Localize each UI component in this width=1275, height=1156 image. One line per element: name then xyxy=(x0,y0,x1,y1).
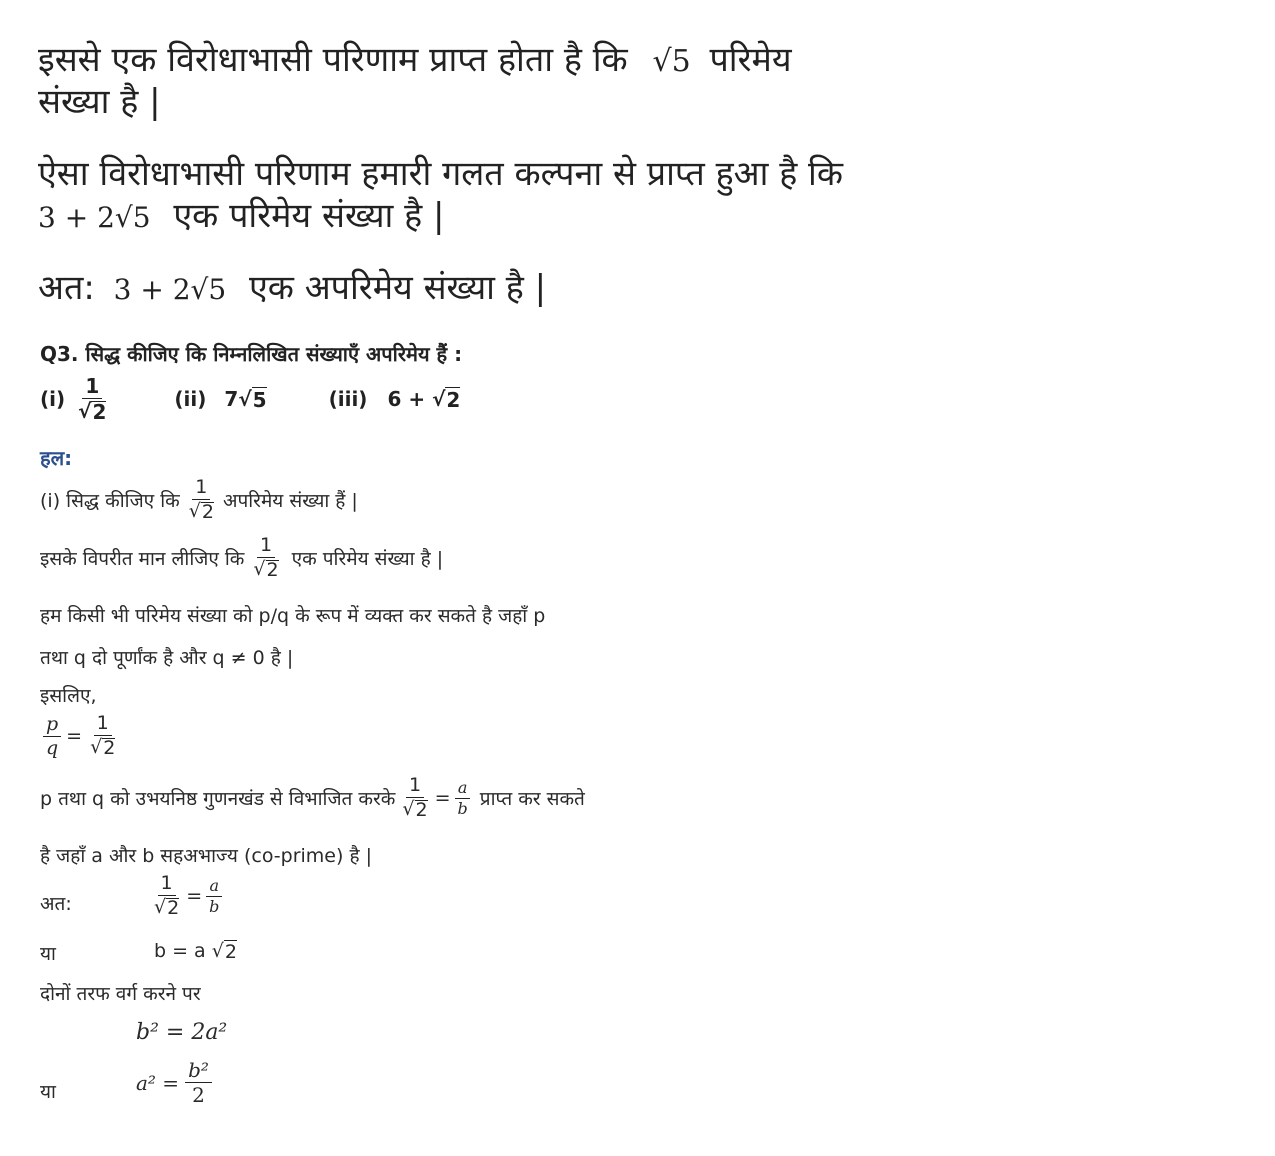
l8-a: a xyxy=(206,878,222,897)
l6-fraction: 1 √ 2 xyxy=(402,774,428,821)
l6-b: b xyxy=(457,798,468,818)
l2-text-after: एक परिमेय संख्या है | xyxy=(291,548,444,570)
q3-opt2-coef: 7 xyxy=(224,386,239,411)
eq1-q: q xyxy=(46,736,59,759)
eq1-denominator: 2 xyxy=(103,737,116,759)
q3-title: Q3. सिद्ध कीजिए कि निम्नलिखित संख्याएँ अपरिमेय हैं : xyxy=(40,342,463,366)
l9-radicand: 2 xyxy=(224,941,237,963)
l12-fraction xyxy=(185,1060,212,1105)
l12-label: या xyxy=(40,1081,56,1103)
l12-denominator: 2 xyxy=(192,1083,205,1107)
solution-line4: तथा q दो पूर्णांक है और q ≠ 0 है | xyxy=(40,647,294,669)
l6-numerator: 1 xyxy=(406,776,424,798)
l8-b: b xyxy=(209,896,220,916)
q3-opt3-label: (iii) xyxy=(328,387,368,411)
para1-math: √5 xyxy=(652,44,691,79)
para2-line2 xyxy=(38,196,445,238)
l6-a: a xyxy=(455,780,471,799)
l1-fraction: 1 √ 2 xyxy=(188,476,214,523)
l8-numerator: 1 xyxy=(158,874,176,896)
para1-line2: संख्या है | xyxy=(38,82,161,122)
l6-text: p तथा q को उभयनिष्ठ गुणनखंड से विभाजित करके xyxy=(40,788,396,810)
para3-text: एक अपरिमेय संख्या है | xyxy=(248,268,547,308)
l6-ab-fraction xyxy=(455,777,471,818)
para1-text-after: परिमेय xyxy=(709,40,792,80)
l1-denominator: 2 xyxy=(201,501,214,523)
l8-ab-fraction xyxy=(206,875,222,916)
eq1-numerator: 1 xyxy=(94,714,112,736)
solution-line9: b = a √ 2 xyxy=(154,940,237,963)
solution-line3: हम किसी भी परिमेय संख्या को p/q के रूप में व्यक्त कर सकते है जहाँ p xyxy=(40,605,546,627)
solution-line2 xyxy=(40,536,443,580)
l8-denominator: 2 xyxy=(167,897,180,919)
l2-text: इसके विपरीत मान लीजिए कि xyxy=(40,548,245,570)
l1-numerator: 1 xyxy=(192,478,210,500)
l2-fraction: 1 √ 2 xyxy=(253,534,279,581)
solution-line7: है जहाँ a और b सहअभाज्य (co-prime) है | xyxy=(40,845,372,867)
l9-math: b = a xyxy=(154,940,206,962)
l8-fraction: 1 √ 2 xyxy=(154,872,180,919)
solution-heading: हल: xyxy=(40,446,73,470)
l2-denominator: 2 xyxy=(266,559,279,581)
para3-line xyxy=(38,268,546,310)
q3-opt1-fraction: 1 √ 2 xyxy=(78,374,107,424)
equation-p-over-q: $\frac{p}{q}$ = 1 √ 2 xyxy=(40,714,121,758)
solution-line1 xyxy=(40,478,358,522)
para1-line1 xyxy=(38,40,792,82)
l12-lhs: a² = xyxy=(136,1070,180,1095)
l2-numerator: 1 xyxy=(257,536,275,558)
q3-opt1-numerator: 1 xyxy=(82,376,102,399)
eq1-pq-fraction xyxy=(43,712,61,759)
q3-options xyxy=(40,376,460,422)
q3-opt1-label: (i) xyxy=(40,387,66,411)
para2-line1: ऐसा विरोधाभासी परिणाम हमारी गलत कल्पना से प्राप्त हुआ है कि xyxy=(38,154,843,194)
q3-opt2-radicand: 5 xyxy=(252,387,267,412)
solution-line6: p तथा q को उभयनिष्ठ गुणनखंड से विभाजित करके 1 √ 2 = $\frac{a}{b}$ प्राप्त कर सकते xyxy=(40,774,585,821)
para3-math: 3 + 2√5 xyxy=(113,273,227,306)
solution-line8: 1 √ 2 = $\frac{a}{b}$ xyxy=(148,874,225,918)
q3-opt3-radicand: 2 xyxy=(446,387,461,412)
q3-opt2-label: (ii) xyxy=(174,387,207,411)
q3-opt3-expr: 6 + √ 2 xyxy=(387,386,461,412)
para2-math: 3 + 2√5 xyxy=(38,201,151,234)
l1-text: (i) सिद्ध कीजिए कि xyxy=(40,490,180,512)
q3-opt2-expr: 7 √ 5 xyxy=(224,386,267,412)
l9-label: या xyxy=(40,943,56,965)
solution-line5: इसलिए, xyxy=(40,685,97,707)
para1-text: इससे एक विरोधाभासी परिणाम प्राप्त होता है कि xyxy=(38,40,628,80)
eq1-rhs-fraction: 1 √ 2 xyxy=(90,712,116,759)
q3-opt1-denominator: 2 xyxy=(92,400,107,424)
l1-text-after: अपरिमेय संख्या हैं | xyxy=(222,490,358,512)
q3-opt3-prefix: 6 + xyxy=(387,386,426,411)
l12-numerator: b² xyxy=(185,1060,212,1083)
l8-label: अत: xyxy=(40,893,72,915)
eq1-p: p xyxy=(43,715,61,737)
solution-line11: b² = 2a² xyxy=(136,1020,228,1045)
para3-prefix: अत: xyxy=(38,268,95,308)
solution-line12 xyxy=(136,1060,215,1105)
l6-text-after: प्राप्त कर सकते xyxy=(479,788,585,810)
para2-text: एक परिमेय संख्या है | xyxy=(173,196,445,236)
l6-denominator: 2 xyxy=(415,799,428,821)
solution-line10: दोनों तरफ वर्ग करने पर xyxy=(40,983,201,1005)
